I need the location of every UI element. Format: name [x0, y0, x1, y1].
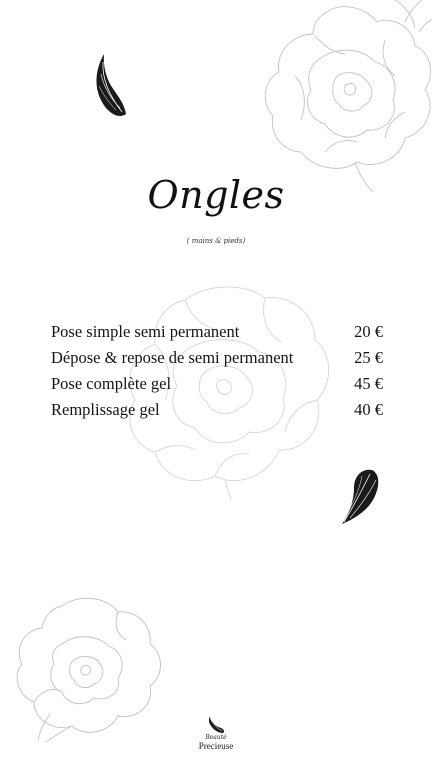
price-row [51, 345, 383, 371]
brand-logo [184, 714, 248, 756]
page-title: Ongles [147, 173, 285, 217]
service-price-list [51, 319, 383, 423]
service-price: 25 € [354, 348, 383, 367]
black-petal-icon-right [340, 468, 380, 526]
price-row [51, 371, 383, 397]
service-name: Remplissage gel [51, 400, 160, 419]
peony-flower-illustration-bottom-left [10, 592, 170, 742]
brand-name-line1: Beauté [205, 734, 227, 741]
service-price: 45 € [354, 374, 383, 393]
price-row [51, 319, 383, 345]
page-subtitle: ( mains & pieds) [186, 237, 246, 245]
peony-flower-illustration-top-right [255, 0, 432, 192]
service-name: Pose simple semi permanent [51, 322, 240, 341]
price-row [51, 397, 383, 423]
service-name: Dépose & repose de semi permanent [51, 348, 294, 367]
black-petal-icon-top [94, 54, 128, 124]
brand-name-line2: Precieuse [198, 741, 234, 751]
service-price: 20 € [354, 322, 383, 341]
service-name: Pose complète gel [51, 374, 172, 393]
service-price: 40 € [354, 400, 383, 419]
petal-logo-icon [207, 714, 225, 734]
